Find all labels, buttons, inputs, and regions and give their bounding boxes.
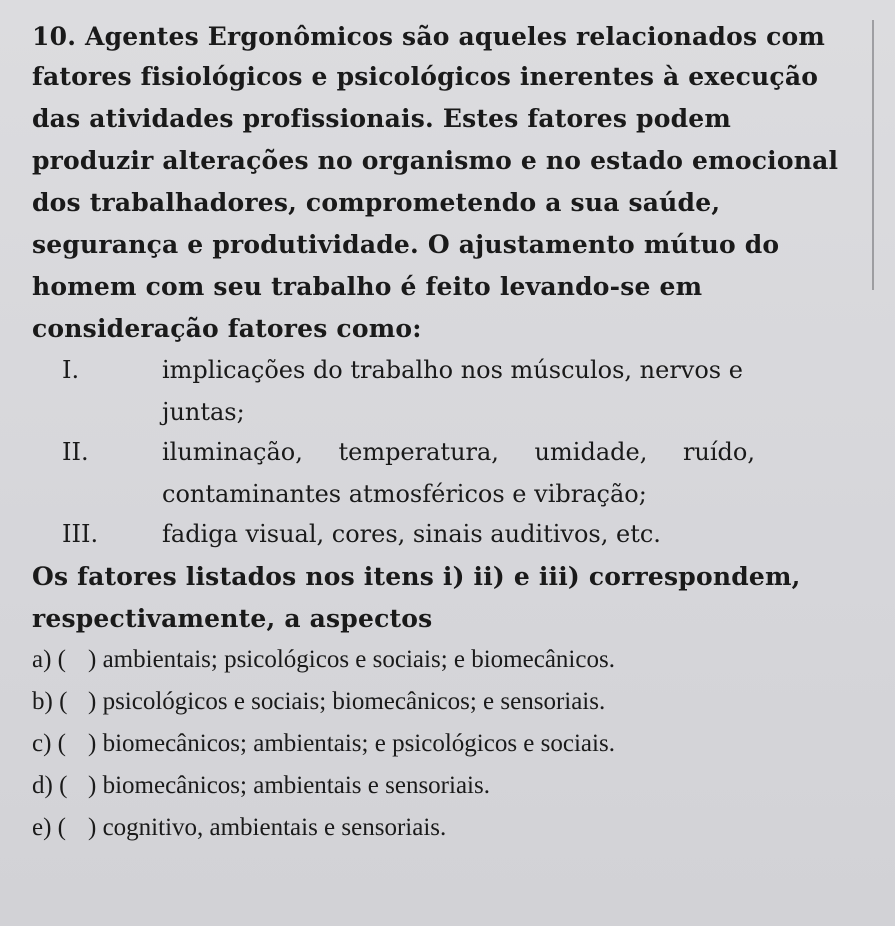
stem-line: fatores fisiológicos e psicológicos inerentes à execução — [32, 62, 819, 91]
option-text: ) biomecânicos; ambientais; e psicológicos e sociais. — [88, 730, 615, 757]
item-ii-continued — [162, 480, 647, 508]
stem-line: dos trabalhadores, comprometendo a sua saúde, — [32, 188, 721, 217]
page-edge-shadow — [872, 20, 874, 290]
question-line-6 — [32, 230, 854, 259]
option-d[interactable] — [32, 772, 490, 800]
stem-line: segurança e produtividade. O ajustamento mútuo do — [32, 230, 780, 259]
option-text: ) cognitivo, ambientais e sensoriais. — [88, 814, 447, 841]
item-i — [62, 356, 743, 384]
stem-line: homem com seu trabalho é feito levando-se em — [32, 272, 703, 301]
stem-line: Agentes Ergonômicos são aqueles relacionados com — [85, 22, 826, 51]
item-numeral: II. — [62, 438, 89, 466]
option-letter: e) ( — [32, 814, 66, 841]
option-e[interactable] — [32, 814, 446, 842]
item-text: implicações do trabalho nos músculos, nervos e — [162, 356, 743, 384]
item-i-continued — [162, 398, 245, 426]
item-text: contaminantes atmosféricos e vibração; — [162, 480, 647, 508]
option-text: ) psicológicos e sociais; biomecânicos; e sensoriais. — [88, 688, 606, 715]
option-a[interactable] — [32, 646, 615, 674]
option-letter: c) ( — [32, 730, 66, 757]
question-line-4 — [32, 146, 854, 175]
option-b[interactable] — [32, 688, 605, 716]
prompt-line-1 — [32, 562, 801, 591]
option-letter: a) ( — [32, 646, 66, 673]
item-numeral: I. — [62, 356, 80, 384]
item-iii — [62, 520, 661, 548]
item-text: iluminação, temperatura, umidade, ruído, — [162, 438, 755, 466]
question-line-8 — [32, 314, 422, 343]
question-line-3 — [32, 104, 854, 133]
question-line-5 — [32, 188, 854, 217]
prompt-text: respectivamente, a aspectos — [32, 604, 433, 633]
stem-line: produzir alterações no organismo e no estado emocional — [32, 146, 839, 175]
option-text: ) ambientais; psicológicos e sociais; e biomecânicos. — [88, 646, 615, 673]
item-text: juntas; — [162, 398, 245, 426]
item-numeral: III. — [62, 520, 99, 548]
option-letter: b) ( — [32, 688, 68, 715]
stem-line: das atividades profissionais. Estes fatores podem — [32, 104, 732, 133]
question-number: 10. — [32, 22, 77, 51]
item-text: fadiga visual, cores, sinais auditivos, etc. — [162, 520, 661, 548]
prompt-text: Os fatores listados nos itens i) ii) e iii) correspondem, — [32, 562, 801, 591]
question-line-2 — [32, 62, 854, 91]
option-c[interactable] — [32, 730, 615, 758]
stem-line: consideração fatores como: — [32, 314, 422, 343]
question-line-7 — [32, 272, 854, 301]
option-letter: d) ( — [32, 772, 68, 799]
item-ii — [62, 438, 755, 466]
option-text: ) biomecânicos; ambientais e sensoriais. — [88, 772, 490, 799]
prompt-line-2 — [32, 604, 432, 633]
question-line-1 — [32, 22, 854, 51]
